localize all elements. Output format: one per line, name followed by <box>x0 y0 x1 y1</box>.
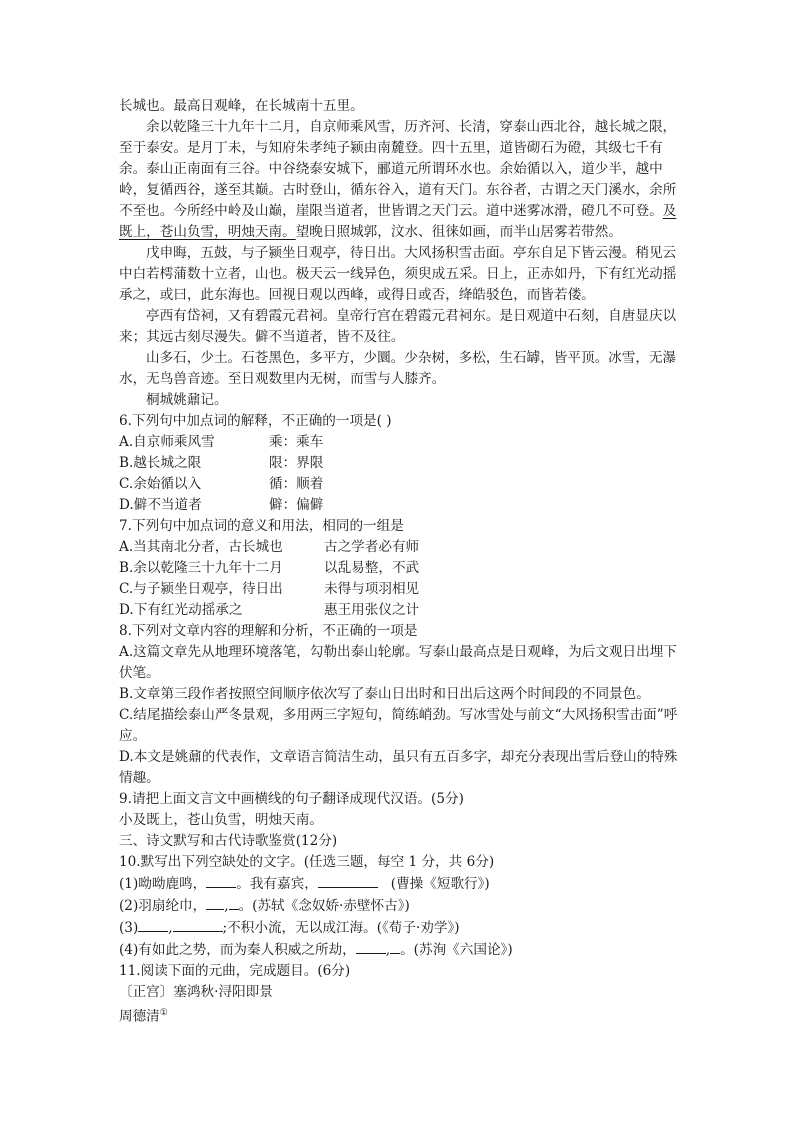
q7-option-d[interactable] <box>119 600 679 621</box>
q7-option-a[interactable] <box>119 537 679 558</box>
q7-option-a-right: 古之学者必有师 <box>324 539 420 555</box>
q6-option-c-gloss: 循：顺着 <box>269 476 324 492</box>
q10-line-2 <box>119 895 679 917</box>
q7-stem: 7.下列句中加点词的意义和用法，相同的一组是 <box>119 518 404 534</box>
q7-option-b[interactable] <box>119 558 679 579</box>
q10-stem: 10.默写出下列空缺处的文字。(任选三题，每空 1 分，共 6分) <box>119 854 495 870</box>
q10-blank-1[interactable] <box>206 873 236 888</box>
q10-l3-prefix: (3) <box>119 920 139 936</box>
q10-l4-source: 。(苏洵《六国论》) <box>400 942 513 958</box>
q6-option-b[interactable] <box>119 453 679 474</box>
poem-author-line <box>119 1003 679 1028</box>
passage-p0: 长城也。最高日观峰，在长城南十五里。 <box>119 98 364 114</box>
q6-option-c[interactable] <box>119 474 679 495</box>
poem-author: 周德清 <box>119 1008 160 1025</box>
document-page <box>119 96 679 1028</box>
q10-l4-mid: , <box>385 942 391 958</box>
passage-p1-b: 望晚日照城郭，汶水、徂徕如画，而半山居雾若带然。 <box>295 224 622 240</box>
q8-stem: 8.下列对文章内容的理解和分析，不正确的一项是 <box>119 623 418 639</box>
q7-option-b-right: 以乱易整，不武 <box>324 560 420 576</box>
q8-option-c[interactable]: C.结尾描绘泰山严冬景观，多用两三字短句，简练峭劲。写冰雪处与前文“大风扬积雪击面”呼应。 <box>119 707 678 744</box>
q10-blank-6[interactable] <box>173 917 223 932</box>
q6-option-c-text: C.余始循以入 <box>119 476 202 492</box>
q6-stem: 6.下列句中加点词的解释，不正确的一项是( ) <box>119 413 392 429</box>
passage-p1-a: 余以乾隆三十九年十二月，自京师乘风雪，历齐河、长清，穿泰山西北谷，越长城之限，至于泰安。是月丁未，与知府朱孝纯子颍由南麓登。四十五里，道皆砌石为磴，其级七千有余。泰山正南面有三谷。中谷绕泰安城下，郦道元所谓环水也。余始循以入，道少半，越中岭，复循西谷，遂至其巅。古时登山，循东谷入，道有天门。东谷者，古谓之天门溪水，余所不至也。今所经中岭及山巅，崖限当道者，世皆谓之天门云。道中迷雾冰滑，磴几不可登。 <box>119 119 677 219</box>
passage-p2: 戊申晦，五鼓，与子颍坐日观亭，待日出。大风扬积雪击面。亭东自足下皆云漫。稍见云中白若樗蒲数十立者，山也。极天云一线异色，须臾成五采。日上，正赤如丹，下有红光动摇承之，或曰，此东海也。回视日观以西峰，或得日或否，绛皓驳色，而皆若偻。 <box>119 245 677 303</box>
q10-l1-prefix: (1)呦呦鹿鸣， <box>119 876 207 892</box>
q10-l2-prefix: (2)羽扇纶巾， <box>119 898 207 914</box>
q10-blank-5[interactable] <box>138 917 168 932</box>
q7-option-d-left: D.下有红光动摇承之 <box>119 602 243 618</box>
q6-option-a[interactable] <box>119 432 679 453</box>
q10-blank-7[interactable] <box>356 939 386 954</box>
passage-p1 <box>119 117 679 243</box>
q10-l2-mid: , <box>224 898 229 914</box>
q8-option-d[interactable]: D.本文是姚鼐的代表作，文章语言简洁生动，虽只有五百多字，却充分表现出雪后登山的特殊情趣。 <box>119 749 678 786</box>
q7-option-c[interactable] <box>119 579 679 600</box>
passage-p4: 山多石，少土。石苍黑色，多平方，少圜。少杂树，多松，生石罅，皆平顶。冰雪，无瀑水，无鸟兽音迹。至日观数里内无树，而雪与人膝齐。 <box>119 350 677 387</box>
q6-option-a-text: A.自京师乘风雪 <box>119 434 215 450</box>
q10-blank-8[interactable] <box>390 939 400 954</box>
passage-signature: 桐城姚鼐记。 <box>146 392 228 408</box>
q6-option-a-gloss: 乘：乘车 <box>269 434 324 450</box>
q7-option-c-left: C.与子颍坐日观亭，待日出 <box>119 581 283 597</box>
q10-line-3 <box>119 917 679 939</box>
q10-l1-mid: 。我有嘉宾， <box>236 876 318 892</box>
q10-l4-prefix: (4)有如此之势，而为秦人积威之所劫， <box>119 942 356 958</box>
q6-option-b-gloss: 限：界限 <box>269 455 324 471</box>
q10-l1-source: (曹操《短歌行》) <box>390 876 490 892</box>
q7-option-a-left: A.当其南北分者，古长城也 <box>119 539 283 555</box>
q8-option-b[interactable]: B.文章第三段作者按照空间顺序依次写了泰山日出时和日出后这两个时间段的不同景色。 <box>119 686 650 702</box>
q10-line-1 <box>119 873 679 895</box>
q9-sentence: 小及既上，苍山负雪，明烛天南。 <box>119 812 323 828</box>
q10-blank-3[interactable] <box>206 895 224 910</box>
q7-option-b-left: B.余以乾隆三十九年十二月 <box>119 560 283 576</box>
q6-option-b-text: B.越长城之限 <box>119 455 202 471</box>
q6-option-d[interactable] <box>119 495 679 516</box>
underlined-sentence: 及既上，苍山负雪，明烛天南。 <box>119 203 677 240</box>
passage-p3: 亭西有岱祠，又有碧霞元君祠。皇帝行宫在碧霞元君祠东。是日观道中石刻，自唐显庆以来；其远古刻尽漫失。僻不当道者，皆不及往。 <box>119 308 677 345</box>
q10-l3-mid: , <box>168 920 173 936</box>
q10-line-4 <box>119 939 679 961</box>
section-3-heading: 三、诗文默写和古代诗歌鉴赏(12分) <box>119 833 338 849</box>
poem-title: 〔正宫〕塞鸿秋·浔阳即景 <box>119 984 273 1000</box>
q11-stem: 11.阅读下面的元曲，完成题目。(6分) <box>119 963 351 979</box>
q10-l3-source: ;不积小流，无以成江海。(《荀子·劝学》) <box>222 920 460 936</box>
q10-blank-2[interactable] <box>318 873 378 888</box>
footnote-marker: ① <box>159 1008 168 1018</box>
q9-stem: 9.请把上面文言文中画横线的句子翻译成现代汉语。(5分) <box>119 791 464 807</box>
q7-option-d-right: 惠王用张仪之计 <box>324 602 420 618</box>
q10-l2-source: 。(苏轼《念奴娇·赤壁怀古》) <box>238 898 410 914</box>
q7-option-c-right: 未得与项羽相见 <box>324 581 420 597</box>
q8-option-a[interactable]: A.这篇文章先从地理环境落笔，勾勒出泰山轮廓。写泰山最高点是日观峰，为后文观日出埋下伏笔。 <box>119 644 677 681</box>
q10-blank-4[interactable] <box>229 895 239 910</box>
q6-option-d-gloss: 僻：偏僻 <box>269 497 324 513</box>
q6-option-d-text: D.僻不当道者 <box>119 497 202 513</box>
